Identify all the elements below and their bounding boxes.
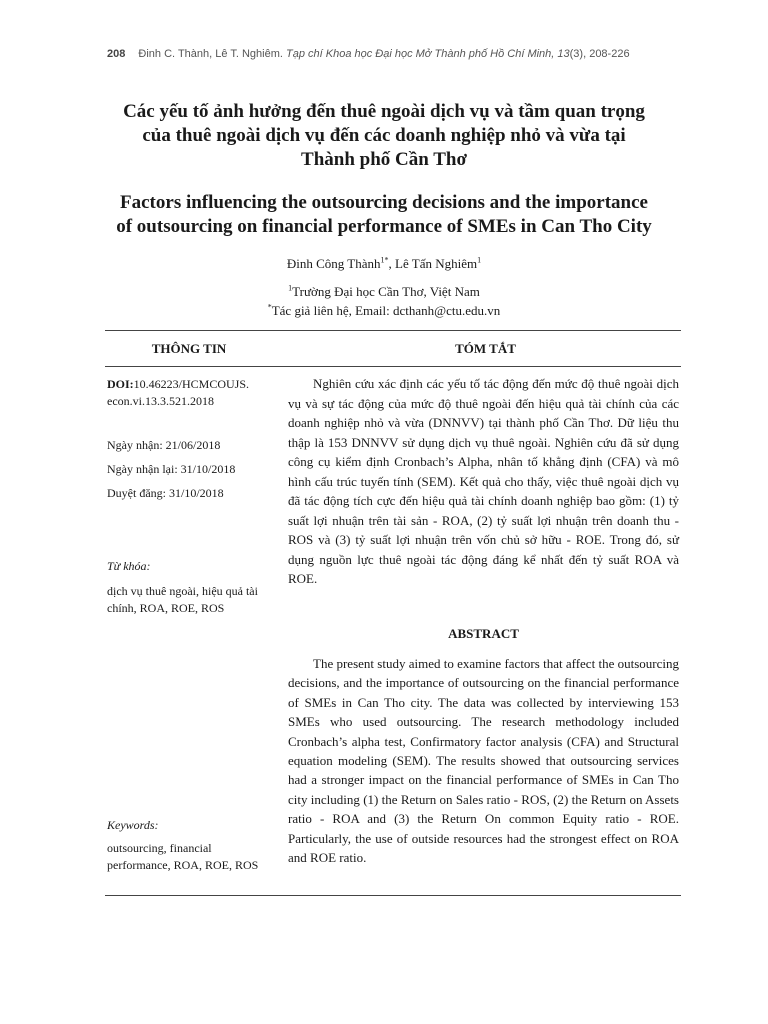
summary-heading: TÓM TẮT — [455, 341, 516, 356]
doi-label: DOI: — [107, 377, 134, 391]
author-list — [0, 256, 768, 272]
date-accepted: Duyệt đăng: 31/10/2018 — [107, 486, 224, 500]
author-separator: , — [388, 256, 396, 271]
title-vi-line: Thành phố Cần Thơ — [301, 149, 467, 170]
author-superscript: 1* — [380, 255, 389, 265]
affiliation-text: Trường Đại học Cần Thơ, Việt Nam — [292, 284, 480, 299]
keywords-vi-label: Từ khóa: — [107, 559, 151, 573]
affiliation — [0, 284, 768, 300]
abstract-english — [288, 654, 679, 867]
info-heading: THÔNG TIN — [151, 341, 227, 356]
table-top-rule — [105, 330, 681, 331]
table-bottom-rule — [105, 895, 681, 896]
doi-value-cont: econ.vi.13.3.521.2018 — [107, 394, 214, 408]
summary-vietnamese — [288, 374, 679, 589]
date-revised: Ngày nhận lại: 31/10/2018 — [107, 462, 236, 476]
keywords-vi: dịch vụ thuê ngoài, hiệu quả tài chính, ROA, ROE, ROS — [107, 584, 258, 615]
table-header-rule — [105, 366, 681, 367]
title-vietnamese — [80, 100, 688, 172]
summary-vi-text: Nghiên cứu xác định các yếu tố tác động đến mức độ thuê ngoài dịch vụ và sự tác động của mức độ thuê ngoài đến hiệu quả tài chính của các doanh nghiệp nhỏ và vừa (DNNVV) tại thành phố Cần Thơ. Dữ liệu thu thập là 153 DNNVV sử dụng dịch vụ thuê ngoài. Nghiên cứu đã sử dụng công cụ kiểm định Cronbach’s Alpha, nhân tố khẳng định (CFA) và mô hình cấu trúc tuyến tính (SEM). Kết quả cho thấy, việc thuê ngoài dịch vụ đã tác động tích cực đến hiệu quả tài chính doanh nghiệp bao gồm: (1) tỷ suất lợi nhuận trên tài sản - ROA, (2) tỷ suất lợi nhuận trên doanh thu - ROS và (3) tỷ suất lợi nhuận trên vốn chủ sở hữu - ROE. Trong đó, sử dụng nguồn lực thuê ngoài tác động đáng kể nhất đến tỷ suất ROA và ROE. — [288, 376, 679, 586]
corresponding-text: Tác giả liên hệ, Email: dcthanh@ctu.edu.vn — [271, 303, 501, 318]
running-header — [107, 48, 667, 60]
title-vi-line: Các yếu tố ảnh hưởng đến thuê ngoài dịch vụ và tầm quan trọng — [123, 101, 645, 122]
header-journal: Tạp chí Khoa học Đại học Mở Thành phố Hồ Chí Minh, 13 — [286, 48, 570, 60]
keywords-en: outsourcing, financial performance, ROA, ROE, ROS — [107, 841, 259, 872]
author-superscript: 1 — [477, 255, 482, 265]
author-name: Đinh Công Thành — [286, 256, 381, 271]
title-en-line: Factors influencing the outsourcing decisions and the importance — [120, 192, 648, 213]
page-number: 208 — [107, 48, 126, 60]
affiliation-superscript: 1 — [288, 283, 293, 293]
header-authors: Đinh C. Thành, Lê T. Nghiêm. — [138, 48, 283, 60]
doi — [107, 376, 275, 410]
keywords-en-label: Keywords: — [107, 818, 159, 832]
title-english — [80, 191, 688, 239]
date-received: Ngày nhận: 21/06/2018 — [107, 438, 221, 452]
title-en-line: of outsourcing on financial performance of SMEs in Can Tho City — [116, 216, 652, 237]
corresponding-author — [0, 303, 768, 319]
doi-value: 10.46223/HCMCOUJS. — [133, 377, 250, 391]
abstract-en-text: The present study aimed to examine factors that affect the outsourcing decisions, and the importance of outsourcing on the financial performance of SMEs in Can Tho city. The data was collected by interviewing 153 SMEs who used outsourcing. The research methodology included Cronbach’s alpha test, Confirmatory factor analysis (CFA) and Structural equation modeling (SEM). The results showed that outsourcing services had a stronger impact on the financial performance of SMEs in Can Tho city including (1) the Return on Sales ratio - ROS, (2) the Return on Assets ratio - ROA and (3) the Return On common Equity ratio - ROE. Particularly, the use of outside resources had the strongest effect on ROA and ROE ratio. — [288, 656, 679, 866]
author-name: Lê Tấn Nghiêm — [395, 256, 478, 271]
header-issue: (3), 208-226 — [569, 48, 630, 60]
title-vi-line: của thuê ngoài dịch vụ đến các doanh nghiệp nhỏ và vừa tại — [142, 125, 626, 146]
corresponding-superscript: * — [267, 302, 272, 312]
abstract-heading: ABSTRACT — [448, 626, 519, 641]
